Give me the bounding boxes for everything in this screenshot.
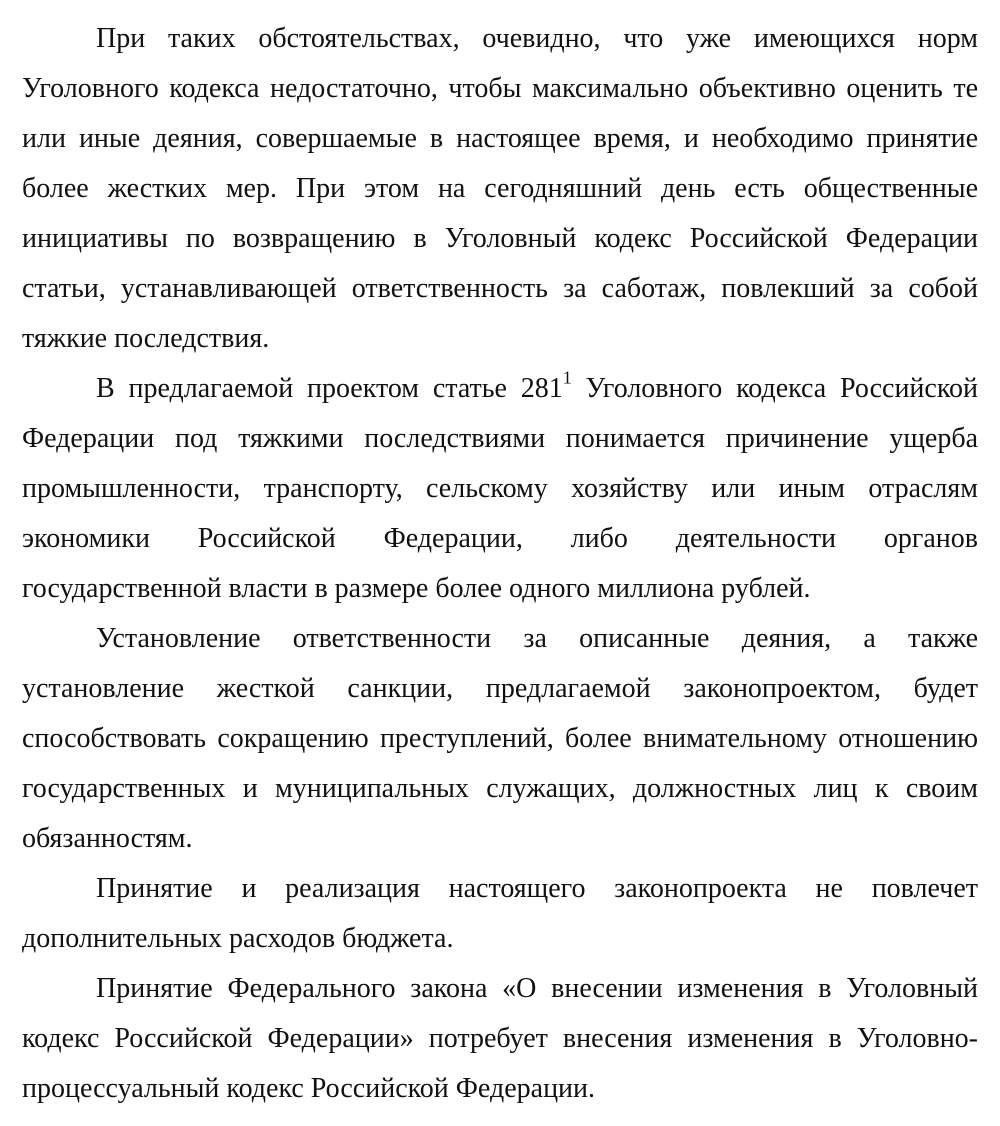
paragraph-article-281-1 [22,364,978,614]
article-number-superscript: 1 [562,367,572,388]
paragraph-article-text-before: В предлагаемой проектом статье 281 [96,373,563,404]
paragraph-responsibility: Установление ответственности за описанные деяния, а также установление жесткой санкции, предлагаемой законопроектом, будет способствовать сокращению преступлений, более внимательному отношению государственных и муниципальных служащих, должностных лиц к своим обязанностям. [22,623,978,854]
paragraph-procedure-code: Принятие Федерального закона «О внесении изменения в Уголовный кодекс Российской Федерации» потребует внесения изменения в Уголовно-процессуальный кодекс Российской Федерации. [22,973,978,1104]
paragraph-budget: Принятие и реализация настоящего законопроекта не повлечет дополнительных расходов бюджета. [22,873,978,954]
paragraph-article-text-after: Уголовного кодекса Российской Федерации под тяжкими последствиями понимается причинение ущерба промышленности, транспорту, сельскому хозяйству или иным отраслям экономики Российской Федерации, либо деятельности органов государственной власти в размере более одного миллиона рублей. [22,373,979,604]
document-body [22,14,978,1114]
paragraph-sabotage-initiatives: При таких обстоятельствах, очевидно, что уже имеющихся норм Уголовного кодекса недостаточно, чтобы максимально объективно оценить те или иные деяния, совершаемые в настоящее время, и необходимо принятие более жестких мер. При этом на сегодняшний день есть общественные инициативы по возвращению в Уголовный кодекс Российской Федерации статьи, устанавливающей ответственность за саботаж, повлекший за собой тяжкие последствия. [22,23,978,354]
